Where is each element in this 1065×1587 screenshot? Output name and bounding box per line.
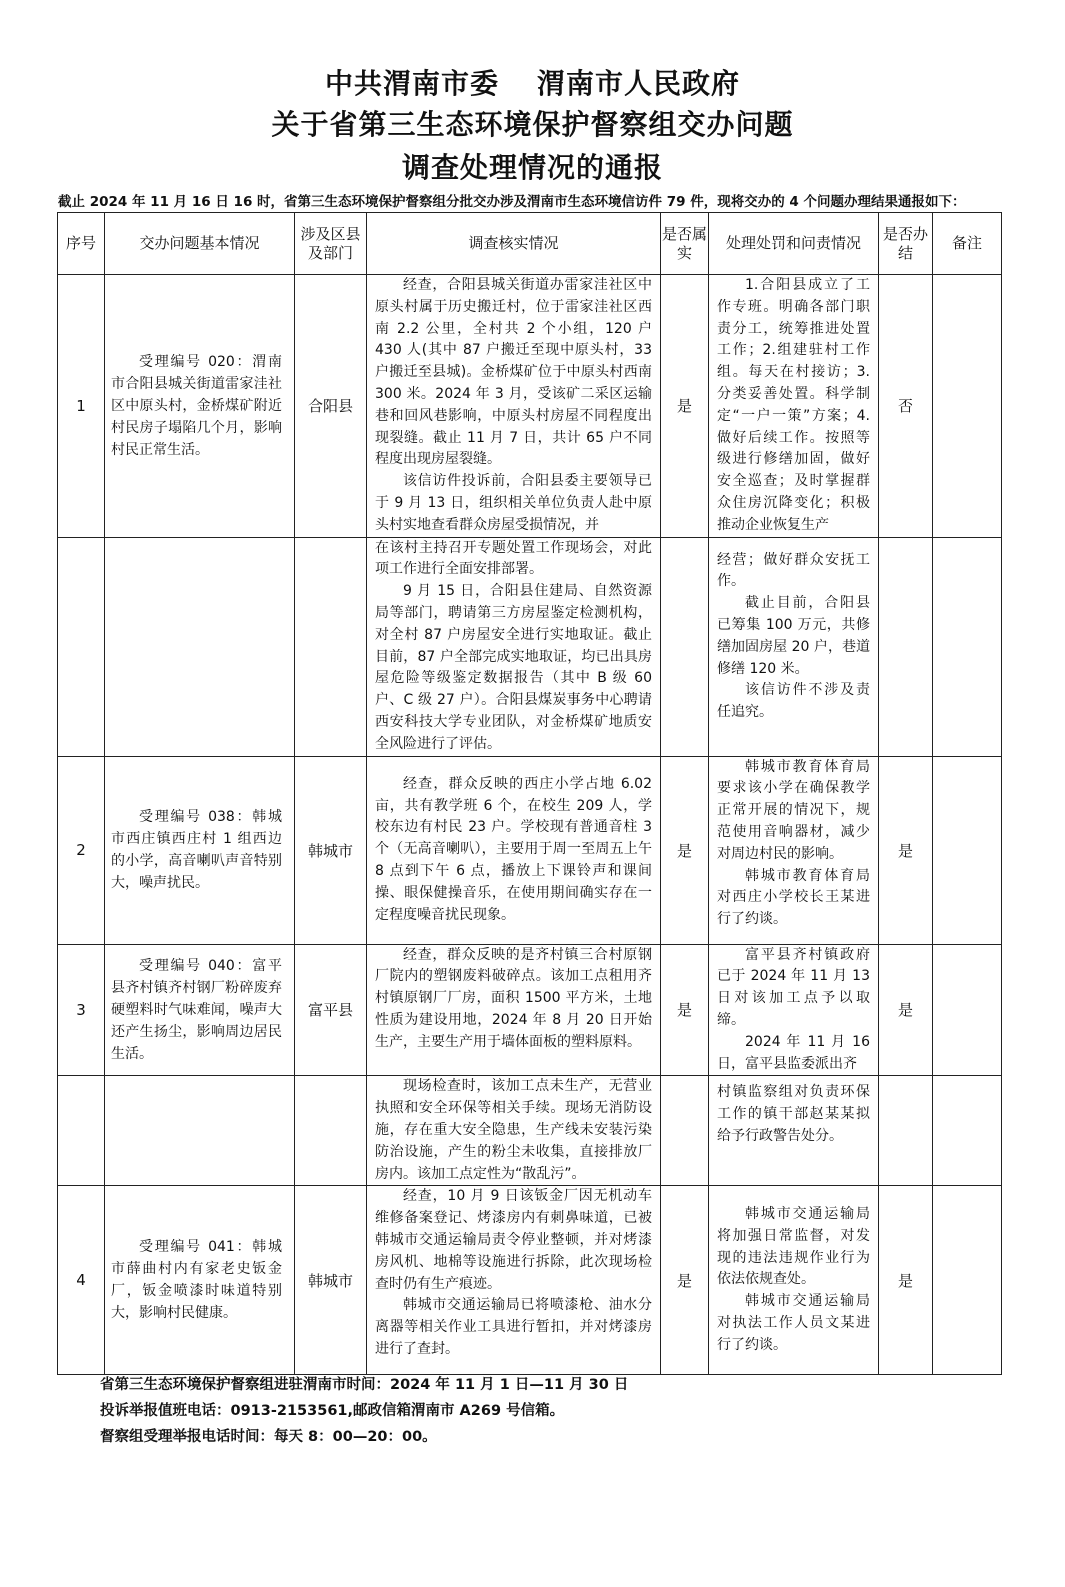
row1-no: 1 xyxy=(58,275,105,538)
row1-no-cont xyxy=(58,537,105,756)
row2-investigation xyxy=(367,756,661,944)
row3-handling-p2a: 2024 年 11 月 16 日，富平县监委派出齐 xyxy=(717,1033,870,1072)
row1-investigation-p2b: 在该村主持召开专题处置工作现场会，对此项工作进行全面安排部署。 xyxy=(375,539,652,578)
title-party-committee: 中共渭南市委 xyxy=(324,67,499,100)
table-row-continuation xyxy=(58,1076,1002,1186)
row4-verified: 是 xyxy=(661,1186,709,1375)
row2-verified: 是 xyxy=(661,756,709,944)
row3-handling-cont xyxy=(709,1076,879,1186)
header-remark: 备注 xyxy=(933,213,1002,275)
table-row xyxy=(58,1186,1002,1375)
row1-investigation-p3: 9 月 15 日，合阳县住建局、自然资源局等部门，聘请第三方房屋鉴定检测机构，对全村 87 户房屋安全进行实地取证。截止目前，87 户全部完成实地取证，均已出具房屋危险等级鉴定数据报告（其中 B 级 60 户、C 级 27 户）。合阳县煤炭事务中心聘请西安科技大学专业团队，对金桥煤矿地质安全风险进行了评估。 xyxy=(375,583,652,752)
row2-investigation-p1: 经查，群众反映的西庄小学占地 6.02 亩，共有教学班 6 个，在校生 209 人，学校东边有村民 23 户。学校现有普通音柱 3 个（无高音喇叭），主要用于周一至周五上午 8 点到下午 6 点，播放上下课铃声和课间操、眼保健操音乐，在使用期间确实存在一定程度噪音扰民现象。 xyxy=(375,775,652,923)
row3-completed-cont xyxy=(879,1076,933,1186)
row3-completed: 是 xyxy=(879,944,933,1076)
row3-no: 3 xyxy=(58,944,105,1076)
header-basic: 交办问题基本情况 xyxy=(105,213,295,275)
table-row xyxy=(58,944,1002,1076)
row3-handling xyxy=(709,944,879,1076)
row2-basic: 受理编号 038：韩城市西庄镇西庄村 1 组西边的小学，高音喇叭声音特别大，噪声扰民。 xyxy=(105,756,295,944)
table-row xyxy=(58,756,1002,944)
row1-completed: 否 xyxy=(879,275,933,538)
header-investigation: 调查核实情况 xyxy=(367,213,661,275)
table-header-row xyxy=(58,213,1002,275)
row1-dept-cont xyxy=(295,537,367,756)
row4-handling-p2: 韩城市交通运输局对执法工作人员文某进行了约谈。 xyxy=(717,1293,870,1353)
document-title-line3: 调查处理情况的通报 xyxy=(401,151,663,184)
row4-dept: 韩城市 xyxy=(295,1186,367,1375)
row2-handling xyxy=(709,756,879,944)
row3-handling-p2b: 村镇监察组对负责环保工作的镇干部赵某某拟给予行政警告处分。 xyxy=(717,1084,870,1144)
row1-handling-p1b: 经营；做好群众安抚工作。 xyxy=(717,551,870,590)
row3-investigation xyxy=(367,944,661,1076)
footer-inspection-period: 省第三生态环境保护督察组进驻渭南市时间：2024 年 11 月 1 日—11 月 30 日 xyxy=(100,1377,629,1393)
row1-handling-p3: 该信访件不涉及责任追究。 xyxy=(717,682,870,721)
row3-investigation-cont xyxy=(367,1076,661,1186)
row2-dept: 韩城市 xyxy=(295,756,367,944)
row2-handling-p2: 韩城市教育体育局对西庄小学校长王某进行了约谈。 xyxy=(717,867,870,928)
row3-basic-cont xyxy=(105,1076,295,1186)
row4-no: 4 xyxy=(58,1186,105,1375)
row3-verified-cont xyxy=(661,1076,709,1186)
row2-completed: 是 xyxy=(879,756,933,944)
footer-hotline-hours: 督察组受理举报电话时间：每天 8：00—20：00。 xyxy=(100,1429,437,1445)
document-title-line1 xyxy=(0,62,1065,102)
row3-investigation-p2: 现场检查时，该加工点未生产，无营业执照和安全环保等相关手续。现场无消防设施，存在重大安全隐患，生产线未安装污染防治设施，产生的粉尘未收集，直接排放厂房内。该加工点定性为“散乱污”。 xyxy=(375,1078,652,1182)
intro-paragraph: 截止 2024 年 11 月 16 日 16 时，省第三生态环境保护督察组分批交办涉及渭南市生态环境信访件 79 件，现将交办的 4 个问题办理结果通报如下： xyxy=(58,194,966,210)
row1-investigation-p2a: 该信访件投诉前，合阳县委主要领导已于 9 月 13 日，组织相关单位负责人赴中原头村实地查看群众房屋受损情况，并 xyxy=(375,473,652,533)
header-completed: 是否办结 xyxy=(879,213,933,275)
row1-dept: 合阳县 xyxy=(295,275,367,538)
row1-handling xyxy=(709,275,879,538)
row4-basic: 受理编号 041：韩城市薛曲村内有家老史钣金厂，钣金喷漆时味道特别大，影响村民健康。 xyxy=(105,1186,295,1375)
document-title-line2: 关于省第三生态环境保护督察组交办问题 xyxy=(271,108,794,141)
row1-investigation xyxy=(367,275,661,538)
footer-hotline: 投诉举报值班电话：0913-2153561,邮政信箱渭南市 A269 号信箱。 xyxy=(100,1403,565,1419)
table-row-continuation xyxy=(58,537,1002,756)
header-no: 序号 xyxy=(58,213,105,275)
row1-investigation-p1: 经查，合阳县城关街道办雷家洼社区中原头村属于历史搬迁村，位于雷家洼社区西南 2.2 公里，全村共 2 个小组，120 户 430 人(其中 87 户搬迁至现中原头村，33 户搬迁至县城)。金桥煤矿位于中原头村西南 300 米。2024 年 3 月，受该矿二采区运输巷和回风巷影响，中原头村房屋不同程度出现裂缝。截止 11 月 7 日，共计 65 户不同程度出现房屋裂缝。 xyxy=(375,277,652,468)
row3-dept: 富平县 xyxy=(295,944,367,1076)
row3-no-cont xyxy=(58,1076,105,1186)
row1-verified-cont xyxy=(661,537,709,756)
row1-basic-cont xyxy=(105,537,295,756)
row4-handling-p1: 韩城市交通运输局将加强日常监督，对发现的违法违规作业行为依法依规查处。 xyxy=(717,1206,870,1288)
issues-table xyxy=(57,212,1002,1375)
row1-handling-p1a: 1.合阳县成立了工作专班。明确各部门职责分工，统筹推进处置工作；2.组建驻村工作组。每天在村接访；3.分类妥善处置。科学制定“一户一策”方案；4.做好后续工作。按照等级进行修缮加固，做好安全巡查；及时掌握群众住房沉降变化；积极推动企业恢复生产 xyxy=(717,277,870,533)
row3-verified: 是 xyxy=(661,944,709,1076)
row3-remark-cont xyxy=(933,1076,1002,1186)
row1-completed-cont xyxy=(879,537,933,756)
row4-investigation-p2: 韩城市交通运输局已将喷漆枪、油水分离器等相关作业工具进行暂扣，并对烤漆房进行了查封。 xyxy=(375,1297,652,1357)
row3-dept-cont xyxy=(295,1076,367,1186)
row1-basic: 受理编号 020：渭南市合阳县城关街道雷家洼社区中原头村，金桥煤矿附近村民房子塌陷几个月，影响村民正常生活。 xyxy=(105,275,295,538)
row4-investigation xyxy=(367,1186,661,1375)
row2-remark xyxy=(933,756,1002,944)
row1-investigation-cont xyxy=(367,537,661,756)
row4-completed: 是 xyxy=(879,1186,933,1375)
row3-investigation-p1: 经查，群众反映的是齐村镇三合村原钢厂院内的塑钢废料破碎点。该加工点租用齐村镇原钢厂厂房，面积 1500 平方米，土地性质为建设用地，2024 年 8 月 20 日开始生产，主要生产用于墙体面板的塑料原料。 xyxy=(375,946,652,1050)
row4-investigation-p1: 经查，10 月 9 日该钣金厂因无机动车维修备案登记、烤漆房内有刺鼻味道，已被韩城市交通运输局责令停业整顿，并对烤漆房风机、地棉等设施进行拆除，此次现场检查时仍有生产痕迹。 xyxy=(375,1188,652,1292)
row1-handling-cont xyxy=(709,537,879,756)
header-dept: 涉及区县及部门 xyxy=(295,213,367,275)
row4-handling xyxy=(709,1186,879,1375)
header-verified: 是否属实 xyxy=(661,213,709,275)
table-row xyxy=(58,275,1002,538)
row1-remark xyxy=(933,275,1002,538)
row2-handling-p1: 韩城市教育体育局要求该小学在确保教学正常开展的情况下，规范使用音响器材，减少对周边村民的影响。 xyxy=(717,758,870,862)
header-handling: 处理处罚和问责情况 xyxy=(709,213,879,275)
title-government: 渭南市人民政府 xyxy=(537,67,741,100)
row3-basic: 受理编号 040：富平县齐村镇齐村钢厂粉碎废弃硬塑料时气味难闻，噪声大还产生扬尘，影响周边居民生活。 xyxy=(105,944,295,1076)
row2-no: 2 xyxy=(58,756,105,944)
row1-handling-p2: 截止目前，合阳县已筹集 100 万元，共修缮加固房屋 20 户，巷道修缮 120 米。 xyxy=(717,595,870,677)
row1-remark-cont xyxy=(933,537,1002,756)
row4-remark xyxy=(933,1186,1002,1375)
row3-handling-p1: 富平县齐村镇政府已于 2024 年 11 月 13 日对该加工点予以取缔。 xyxy=(717,946,870,1028)
row3-remark xyxy=(933,944,1002,1076)
row1-verified: 是 xyxy=(661,275,709,538)
